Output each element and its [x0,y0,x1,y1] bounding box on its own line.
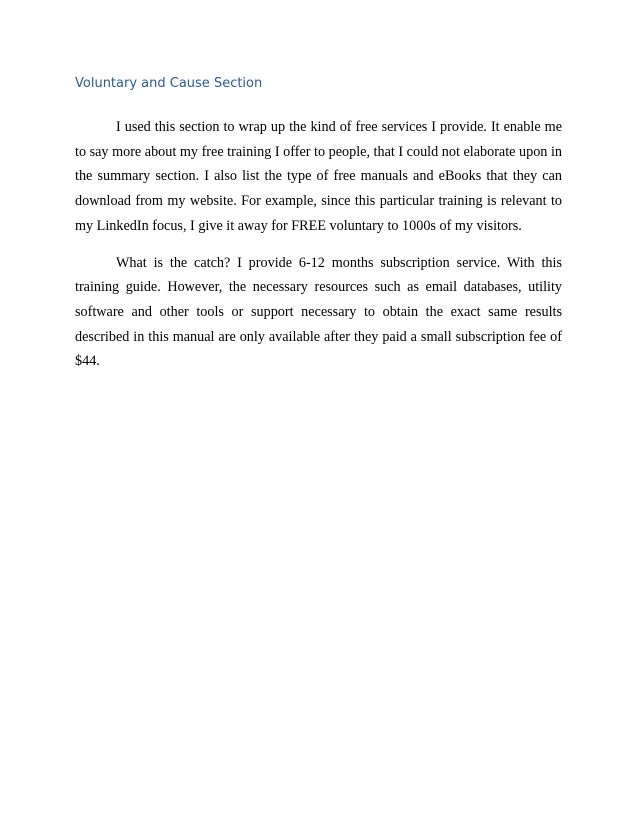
paragraph-subscription: What is the catch? I provide 6-12 months subscription service. With this training guide. However, the necessary resources such as email databases, utility software and other tools or support necessary to obtain the exact same results described in this manual are only available after they paid a small subscription fee of $44. [75,254,562,370]
paragraph-voluntary-services: I used this section to wrap up the kind of free services I provide. It enable me to say more about my free training I offer to people, that I could not elaborate upon in the summary section. I also list the type of free manuals and eBooks that they can download from my website. For example, since this particular training is relevant to my LinkedIn focus, I give it away for FREE voluntary to 1000s of my visitors. [75,119,562,234]
section-heading: Voluntary and Cause Section [75,76,263,91]
section-body [75,115,562,386]
